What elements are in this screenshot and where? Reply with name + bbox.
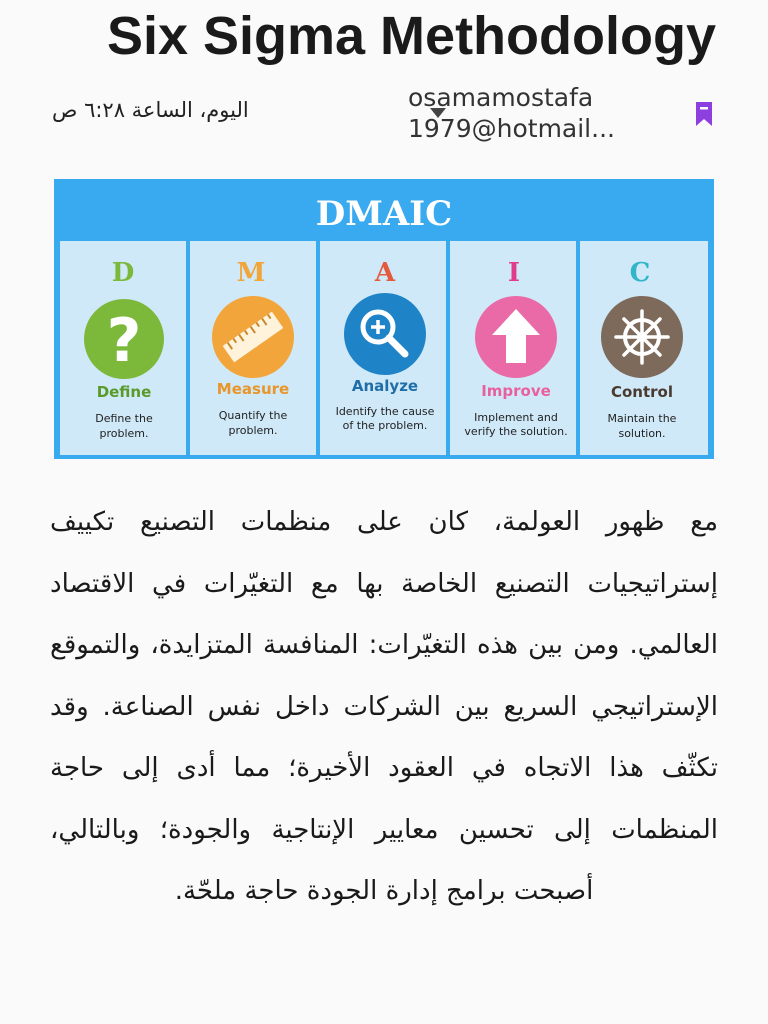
article-title: Six Sigma Methodology	[106, 6, 716, 66]
step-name: Analyze	[351, 377, 419, 395]
author-name-line2: 1979@hotmail...	[408, 114, 615, 143]
step-letter: D	[111, 258, 135, 288]
step-description-line1: Maintain the	[607, 412, 677, 425]
author-button[interactable]	[408, 82, 668, 144]
step-description-line1: Quantify the	[218, 409, 288, 422]
step-letter: I	[507, 258, 521, 288]
chevron-down-icon[interactable]	[430, 108, 446, 118]
dmaic-infographic	[54, 179, 714, 459]
step-letter: A	[374, 258, 396, 288]
step-description-line2: problem.	[99, 427, 149, 440]
step-description-line2: of the problem.	[342, 419, 428, 432]
step-description-line1: Identify the cause	[335, 405, 435, 418]
step-description-line1: Define the	[95, 412, 153, 425]
ship-wheel-icon	[601, 296, 683, 378]
bookmark-icon[interactable]	[694, 100, 714, 128]
step-name: Control	[610, 383, 674, 401]
step-analyze	[320, 241, 446, 455]
step-measure	[190, 241, 316, 455]
step-description-line2: solution.	[618, 427, 666, 440]
author-name-line1: osamamostafa	[408, 83, 594, 112]
ruler-icon	[212, 296, 294, 378]
step-control	[580, 241, 708, 455]
step-name: Measure	[216, 380, 290, 398]
step-letter: C	[629, 258, 651, 288]
step-description-line2: verify the solution.	[464, 425, 568, 438]
step-name: Define	[96, 383, 152, 401]
article-meta	[0, 82, 768, 146]
article-body: مع ظهور العولمة، كان على منظمات التصنيع تكييف إستراتيجيات التصنيع الخاصة بها مع التغيّرات في الاقتصاد العالمي. ومن بين هذه التغيّرات: المنافسة المتزايدة، والتموقع الإستراتيجي السريع بين الشركات داخل نفس الصناعة. وقد تكثّف هذا الاتجاه في العقود الأخيرة؛ مما أدى إلى حاجة المنظمات إلى تحسين معايير الإنتاجية والجودة؛ وبالتالي، أصبحت برامج إدارة الجودة حاجة ملحّة.	[50, 507, 718, 906]
step-name: Improve	[481, 382, 551, 400]
publish-date: اليوم، الساعة ٦:٢٨ ص	[52, 98, 249, 122]
step-description-line2: problem.	[228, 424, 278, 437]
step-define	[60, 241, 186, 455]
step-improve	[450, 241, 576, 455]
infographic-heading: DMAIC	[315, 194, 453, 234]
svg-text:?: ?	[106, 306, 142, 376]
step-letter: M	[236, 258, 266, 288]
question-icon	[84, 299, 164, 379]
step-description-line1: Implement and	[474, 411, 558, 424]
arrow-up-icon	[475, 296, 557, 378]
magnifier-icon	[344, 293, 426, 375]
